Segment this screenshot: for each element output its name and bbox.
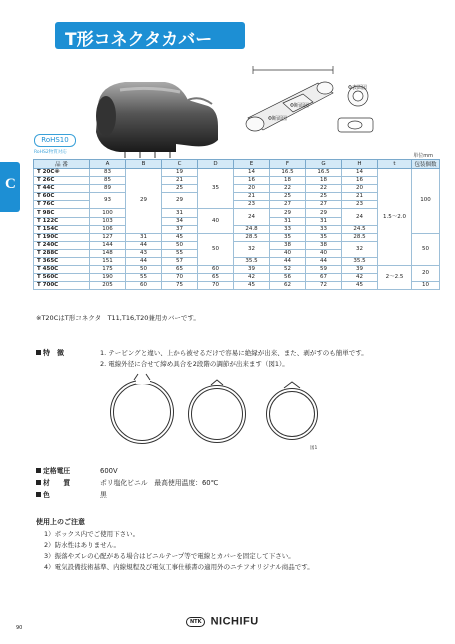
caution-item: 2）防水性はありません。 (44, 541, 121, 549)
cell: T 560C (34, 274, 90, 282)
cell: T 76C (34, 201, 90, 209)
cell: 24.5 (342, 225, 378, 233)
cell: 65 (198, 274, 234, 282)
spec-value: 黒 (100, 491, 107, 499)
features-heading (36, 348, 64, 358)
section-tab[interactable] (0, 162, 20, 212)
bullet-square-icon (36, 492, 41, 497)
cell: 55 (126, 274, 162, 282)
cell: T 700C (34, 282, 90, 290)
cell: 35 (198, 169, 234, 209)
page-title: T形コネクタカバー (65, 30, 213, 50)
cell: 35 (306, 233, 342, 241)
cell: 14 (234, 169, 270, 177)
figure-number: 図1 (310, 446, 318, 451)
cell: 72 (306, 282, 342, 290)
spec-color (36, 489, 107, 499)
cell: 60 (126, 282, 162, 290)
cell: 19 (162, 169, 198, 177)
cell: 43 (126, 249, 162, 257)
cell: 32 (234, 241, 270, 257)
cell: 83 (90, 169, 126, 177)
page-title-bar (55, 22, 245, 49)
cell: 38 (270, 241, 306, 249)
spec-value: 600V (100, 467, 118, 475)
cell: T 240C (34, 241, 90, 249)
cell: 21 (342, 193, 378, 201)
cell: 93 (90, 193, 126, 209)
cell: 106 (90, 225, 126, 233)
nichifu-logo (186, 611, 259, 628)
cell: T 288C (34, 249, 90, 257)
col-header: A (90, 160, 126, 169)
cell: 70 (162, 274, 198, 282)
cell: 20 (412, 266, 440, 282)
diagram-label: Φ断面図 (290, 103, 309, 109)
cell: 25 (270, 193, 306, 201)
cell: 60 (198, 266, 234, 274)
cell: 35.5 (234, 258, 270, 266)
cell: 175 (90, 266, 126, 274)
feature-line: 2. 電線外径に合せて締め具合を2段階の調節が出来ます（図1）。 (100, 360, 289, 368)
cell: 24 (342, 209, 378, 225)
col-header: F (270, 160, 306, 169)
cell: 127 (90, 233, 126, 241)
cell: 37 (162, 225, 198, 233)
cell: 148 (90, 249, 126, 257)
table-note: ※T20CはT形コネクタ T11,T16,T20兼用カバーです。 (36, 314, 200, 322)
cell: 34 (162, 217, 198, 225)
caution-item: 3）振落やズレの心配がある場合はビニルテープ等で電線とカバーを固定して下さい。 (44, 552, 295, 560)
cell: T 154C (34, 225, 90, 233)
cell: 35 (270, 233, 306, 241)
cell: 190 (90, 274, 126, 282)
rohs-badge: RoHS10 (34, 134, 76, 147)
cell: 20 (342, 185, 378, 193)
cell: 39 (342, 266, 378, 274)
cell: 45 (162, 233, 198, 241)
cell: 18 (270, 177, 306, 185)
caution-item: 4）電気設備技術基準、内線規程及び電気工事仕様書の適用外のニチフオリジナル商品です。 (44, 563, 314, 571)
col-header: t (378, 160, 412, 169)
cell: 24 (234, 209, 270, 225)
cell: 1.5〜2.0 (378, 169, 412, 266)
cell: 33 (306, 225, 342, 233)
cell: 44 (126, 258, 162, 266)
cell: 35.5 (342, 258, 378, 266)
section-tab-label: C (5, 176, 16, 192)
col-header: D (198, 160, 234, 169)
cell: 40 (198, 209, 234, 233)
cell: 44 (126, 241, 162, 249)
cell: 67 (306, 274, 342, 282)
cell: 50 (126, 266, 162, 274)
logo-text: NICHIFU (210, 615, 259, 628)
cell: 32 (342, 241, 378, 257)
cell: 44 (270, 258, 306, 266)
features-heading-text: 特 徴 (43, 349, 64, 357)
cell: T 365C (34, 258, 90, 266)
logo-mark: NTK (186, 617, 205, 627)
cell: T 190C (34, 233, 90, 241)
cell: 29 (270, 209, 306, 217)
adjustment-figure (104, 372, 324, 452)
cell: 65 (162, 266, 198, 274)
col-header: G (306, 160, 342, 169)
bullet-square-icon (36, 480, 41, 485)
cell: 70 (198, 282, 234, 290)
cell: 28.5 (234, 233, 270, 241)
cell: 45 (234, 282, 270, 290)
bullet-square-icon (36, 350, 41, 355)
cell: 75 (162, 282, 198, 290)
cell: 31 (306, 217, 342, 225)
cell: T 44C (34, 185, 90, 193)
cell: 62 (270, 282, 306, 290)
cell: 151 (90, 258, 126, 266)
cell: 24.8 (234, 225, 270, 233)
cell: T 60C (34, 193, 90, 201)
rohs-subtext: RoHS2物質対応 (34, 150, 67, 155)
cell: 52 (270, 266, 306, 274)
cell: 85 (90, 177, 126, 185)
table-row (34, 266, 440, 274)
cell: 2〜2.5 (378, 266, 412, 290)
cell: 16.5 (306, 169, 342, 177)
product-photo (80, 70, 225, 165)
cell: 89 (90, 185, 126, 193)
unit-label: 単位mm (413, 153, 433, 159)
cell: 57 (162, 258, 198, 266)
cell: 20 (234, 185, 270, 193)
cell: 50 (412, 233, 440, 265)
cell: 29 (126, 169, 162, 234)
cell: 44 (306, 258, 342, 266)
spec-value: ポリ塩化ビニル 最高使用温度：60℃ (100, 479, 219, 487)
cell: 55 (162, 249, 198, 257)
cell: 14 (342, 169, 378, 177)
cell: T 26C (34, 177, 90, 185)
cell: 205 (90, 282, 126, 290)
table-header-row (34, 160, 440, 169)
cell: 103 (90, 217, 126, 225)
cell: 18 (306, 177, 342, 185)
cell: T 450C (34, 266, 90, 274)
table-row (34, 169, 440, 177)
cell: 22 (306, 185, 342, 193)
spec-label: 色 (43, 491, 50, 499)
cell: 50 (162, 241, 198, 249)
cell: 42 (342, 274, 378, 282)
cell: 16.5 (270, 169, 306, 177)
bullet-square-icon (36, 468, 41, 473)
cell: 50 (198, 233, 234, 265)
cell: 10 (412, 282, 440, 290)
cell: 29 (162, 193, 198, 209)
spec-rated-voltage (36, 465, 118, 475)
feature-line: 1. テーピングと違い、上から被せるだけで容易に絶縁が出来、また、剥がすのも簡単です。 (100, 349, 368, 357)
ring-open-icon (104, 372, 184, 450)
cell: T 122C (34, 217, 90, 225)
cell: 23 (342, 201, 378, 209)
cell: T 20C※ (34, 169, 90, 177)
cell: 27 (306, 201, 342, 209)
diagram-label: Φ断面図 (268, 116, 287, 122)
cell: 42 (234, 274, 270, 282)
cell: 100 (412, 169, 440, 234)
diagram-label: Φ表面図 (348, 85, 367, 91)
ring-step1-icon (179, 372, 259, 450)
cell: 40 (306, 249, 342, 257)
cell: 40 (270, 249, 306, 257)
cell: 56 (270, 274, 306, 282)
cell: 21 (234, 193, 270, 201)
col-header: B (126, 160, 162, 169)
cell: 27 (270, 201, 306, 209)
cell: 33 (270, 225, 306, 233)
cell: 100 (90, 209, 126, 217)
caution-item: 1）ボックス内でご使用下さい。 (44, 530, 140, 538)
cell: 16 (342, 177, 378, 185)
spec-label: 定格電圧 (43, 467, 71, 475)
cell: 31 (270, 217, 306, 225)
cell: 45 (342, 282, 378, 290)
spec-label: 材 質 (43, 479, 71, 487)
spec-table (33, 159, 440, 290)
cell: 25 (306, 193, 342, 201)
cell: 39 (234, 266, 270, 274)
col-header: H (342, 160, 378, 169)
col-header: E (234, 160, 270, 169)
cell: 21 (162, 177, 198, 185)
cell: T 98C (34, 209, 90, 217)
cell: 16 (234, 177, 270, 185)
caution-heading: 使用上のご注意 (36, 518, 85, 526)
page-number: 90 (16, 625, 23, 631)
cell: 23 (234, 201, 270, 209)
col-header: 包装個数 (412, 160, 440, 169)
ring-step2-icon (254, 372, 334, 450)
col-header: 品 番 (34, 160, 90, 169)
cell: 28.5 (342, 233, 378, 241)
cell: 22 (270, 185, 306, 193)
cell: 38 (306, 241, 342, 249)
cell: 25 (162, 185, 198, 193)
cell: 29 (306, 209, 342, 217)
cell: 59 (306, 266, 342, 274)
cell: 31 (162, 209, 198, 217)
cell: 144 (90, 241, 126, 249)
col-header: C (162, 160, 198, 169)
cell: 31 (126, 233, 162, 241)
spec-material (36, 477, 218, 487)
